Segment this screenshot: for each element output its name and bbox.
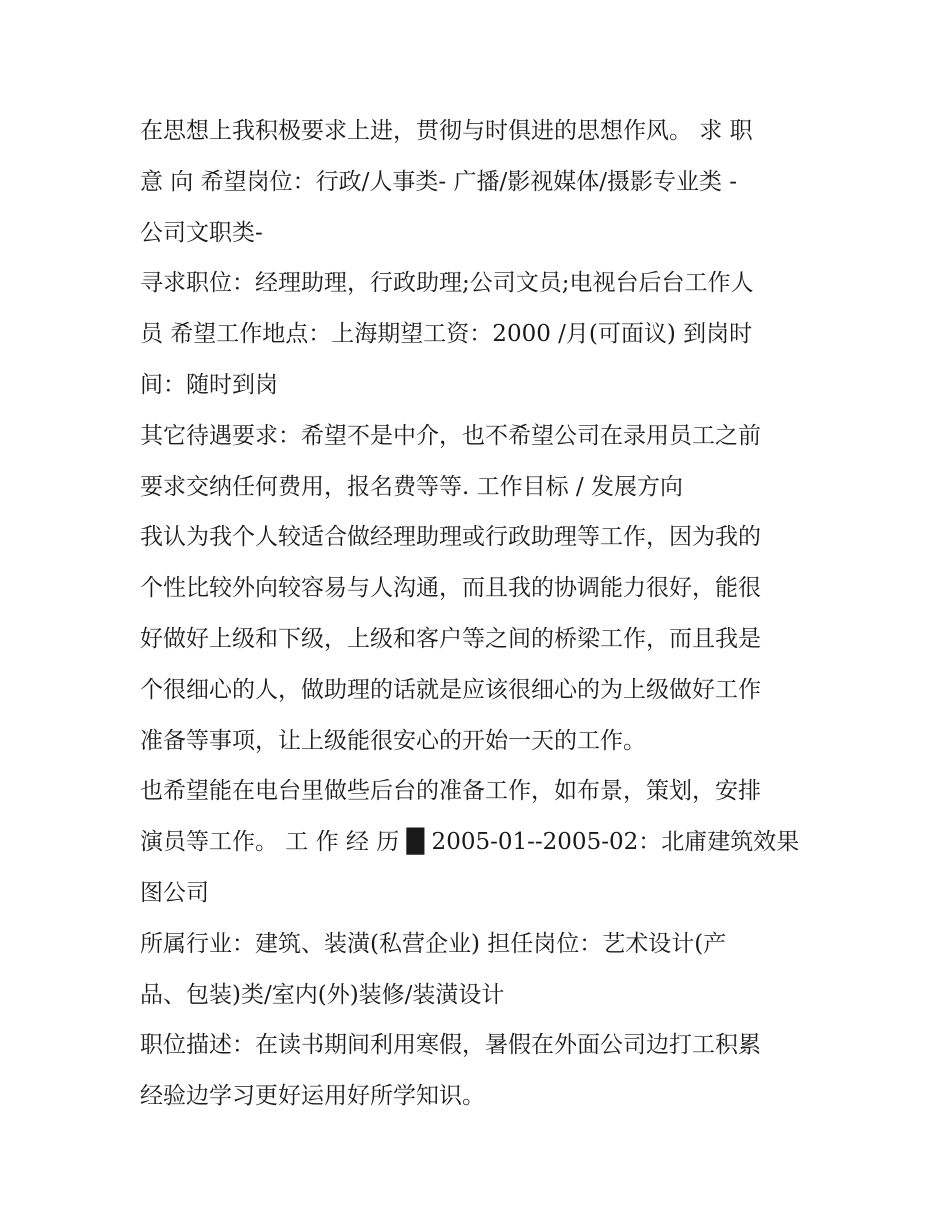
text-line: 职位描述：在读书期间利用寒假，暑假在外面公司边打工积累 [140,1032,761,1059]
text-line: 好做好上级和下级，上级和客户等之间的桥梁工作，而且我是 [140,625,761,652]
text-line: 寻求职位：经理助理，行政助理;公司文员;电视台后台工作人 [140,270,754,297]
text-line: 准备等事项，让上级能很安心的开始一天的工作。 [140,727,646,754]
text-line: 经验边学习更好运用好所学知识。 [140,1083,485,1110]
text-line: 个性比较外向较容易与人沟通，而且我的协调能力很好，能很 [140,575,761,602]
text-line: 所属行业：建筑、装潢(私营企业) 担任岗位：艺术设计(产 [140,930,727,957]
text-line: 演员等工作。 工 作 经 历 █ 2005-01--2005-02：北庯建筑效果 [140,829,800,856]
text-line: 其它待遇要求：希望不是中介，也不希望公司在录用员工之前 [140,422,761,449]
text-line: 公司文职类- [140,219,263,246]
text-line: 要求交纳任何费用，报名费等等. 工作目标 / 发展方向 [140,473,683,500]
text-line: 在思想上我积极要求上进，贯彻与时俱进的思想作风。 求 职 [140,118,753,144]
text-line: 间：随时到岗 [140,371,278,398]
text-line: 意 向 希望岗位：行政/人事类- 广播/影视媒体/摄影专业类 - [140,168,738,195]
text-line: 个很细心的人，做助理的话就是应该很细心的为上级做好工作 [140,676,761,703]
text-line: 我认为我个人较适合做经理助理或行政助理等工作，因为我的 [140,524,761,551]
text-line: 品、包装)类/室内(外)装修/装潢设计 [140,981,505,1008]
text-line: 图公司 [140,879,209,906]
text-line: 也希望能在电台里做些后台的准备工作，如布景，策划，安排 [140,778,761,805]
text-line: 员 希望工作地点：上海期望工资：2000 /月(可面议) 到岗时 [140,321,753,348]
resume-text-block [140,106,820,1122]
